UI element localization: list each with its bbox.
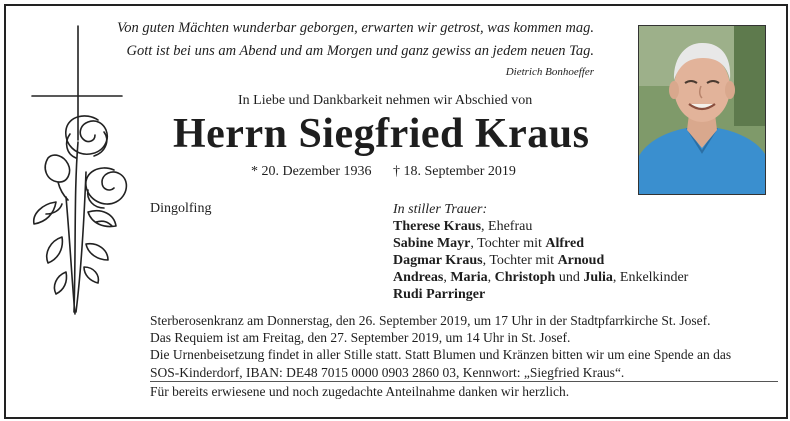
info-line: Das Requiem ist am Freitag, den 27. September 2019, um 14 Uhr in St. Josef. [150, 330, 571, 346]
info-line: SOS-Kinderdorf, IBAN: DE48 7015 0000 0903 2860 03, Kennwort: „Siegfried Kraus“. [150, 364, 625, 380]
deceased-name: Herrn Siegfried Kraus [173, 111, 590, 157]
mourner-relation: , Tochter mit [482, 253, 558, 268]
mourner-entry [393, 252, 688, 269]
mourner-name: Maria [450, 270, 488, 285]
mourner-relation: , [443, 270, 451, 285]
mourner-rows [393, 218, 688, 303]
mourner-entry [393, 286, 688, 303]
intro-text: In Liebe und Dankbarkeit nehmen wir Abschied von [238, 93, 533, 108]
mourner-name: Alfred [545, 236, 584, 251]
divider-line [150, 381, 778, 382]
mourner-relation: , Tochter mit [470, 236, 546, 251]
closing-thanks: Für bereits erwiesene und noch zugedachte Anteilnahme danken wir herzlich. [150, 384, 570, 399]
mourner-relation: , Ehefrau [481, 219, 533, 234]
quote-author: Dietrich Bonhoeffer [505, 66, 594, 78]
mourner-entry [393, 218, 688, 235]
birth-date: * 20. Dezember 1936 [251, 164, 372, 179]
info-line: Sterberosenkranz am Donnerstag, den 26. September 2019, um 17 Uhr in der Stadtpfarrkirche St. Josef. [150, 313, 711, 328]
mourner-relation: und [555, 270, 584, 285]
mourners-list [393, 201, 688, 303]
mourner-name: Therese Kraus [393, 219, 482, 234]
mourner-name: Sabine Mayr [393, 236, 471, 251]
mourner-entry [393, 235, 688, 252]
place-name: Dingolfing [150, 201, 212, 216]
cross-with-roses-icon [26, 22, 136, 327]
mourner-relation: , Enkelkinder [612, 270, 689, 285]
mourner-name: Christoph [494, 270, 556, 285]
portrait-photo [638, 25, 766, 195]
quote-line-2: Gott ist bei uns am Abend und am Morgen und ganz gewiss an jedem neuen Tag. [126, 43, 594, 59]
quote-line-1: Von guten Mächten wunderbar geborgen, erwarten wir getrost, was kommen mag. [117, 20, 594, 36]
mourner-entry [393, 269, 688, 286]
service-info [150, 312, 731, 381]
mourner-relation: , [487, 270, 495, 285]
mourner-name: Arnoud [557, 253, 605, 268]
death-date: † 18. September 2019 [393, 164, 516, 179]
mourner-name: Andreas [393, 270, 444, 285]
mourner-name: Julia [583, 270, 613, 285]
mourner-name: Dagmar Kraus [393, 253, 483, 268]
info-line: Die Urnenbeisetzung findet in aller Stille statt. Statt Blumen und Kränzen bitten wir um eine Spende an das [150, 347, 732, 363]
mourner-name: Rudi Parringer [393, 287, 486, 302]
mourners-heading: In stiller Trauer: [393, 202, 488, 217]
